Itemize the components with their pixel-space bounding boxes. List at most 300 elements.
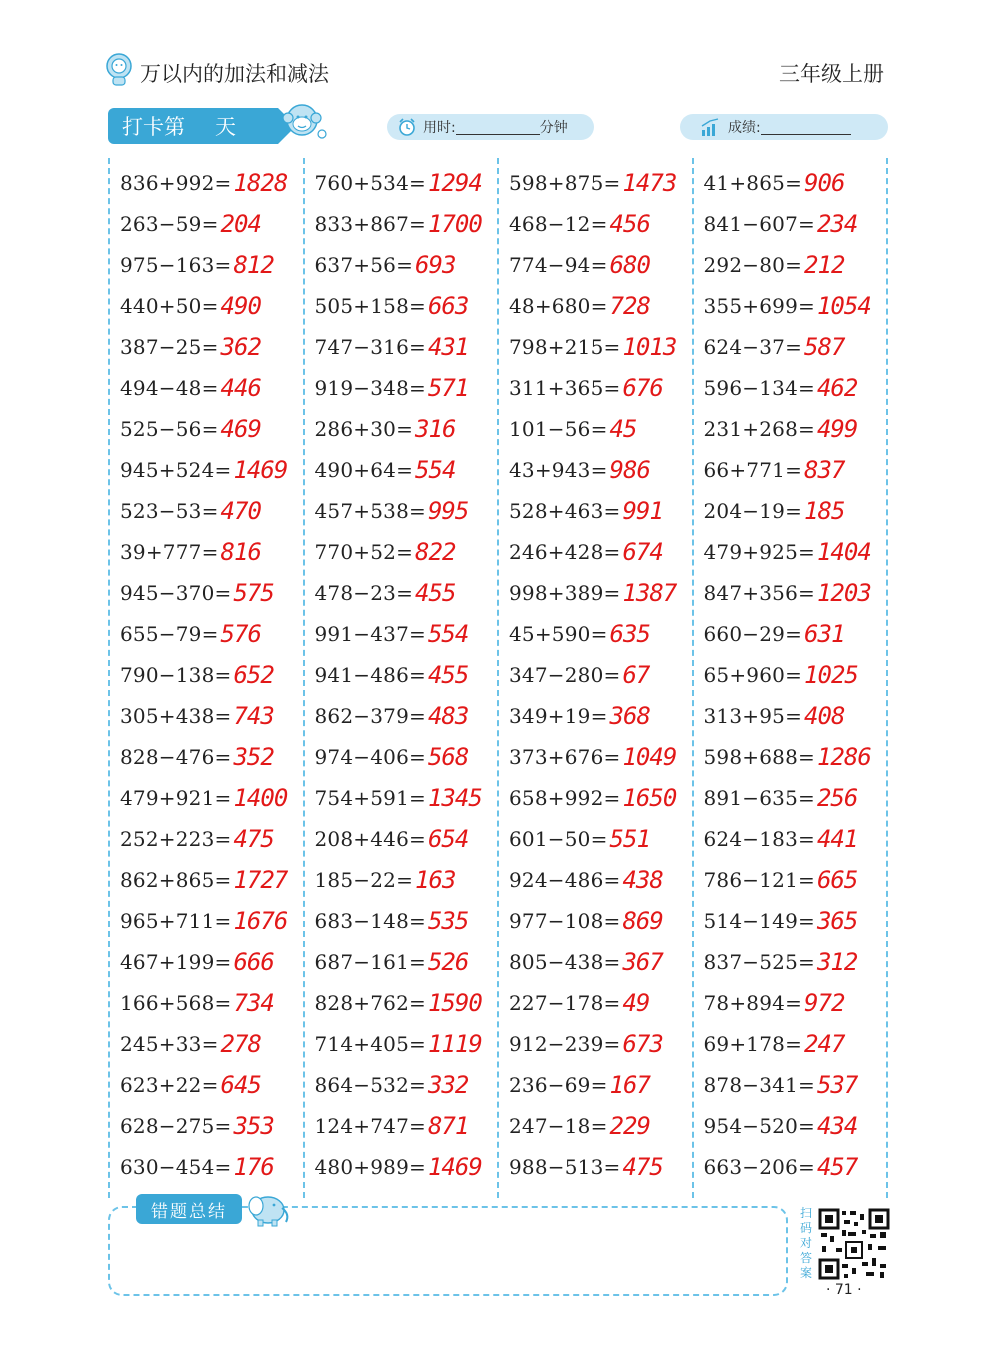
handwritten-answer[interactable]: 526 [427,947,469,976]
problem-expression: 305+438= [120,703,232,728]
problem-expression: 754+591= [314,785,426,810]
grade-label: 三年级上册 [779,62,884,86]
problem-expression: 252+223= [120,826,232,851]
handwritten-answer[interactable]: 1387 [622,578,677,607]
problem-expression: 505+158= [314,293,426,318]
handwritten-answer[interactable]: 1469 [233,455,288,484]
handwritten-answer[interactable]: 434 [816,1111,858,1140]
problem-row [110,777,303,818]
problem-expression: 124+747= [314,1113,426,1138]
handwritten-answer[interactable]: 1345 [427,783,482,812]
problem-row [499,777,692,818]
problem-row [305,1064,498,1105]
handwritten-answer[interactable]: 167 [609,1070,650,1099]
handwritten-answer[interactable]: 49 [622,988,650,1017]
problem-row [499,367,692,408]
handwritten-answer[interactable]: 631 [804,619,845,648]
handwritten-answer[interactable]: 176 [233,1152,274,1181]
problem-expression: 660−29= [703,621,803,646]
problem-row [694,531,887,572]
problem-expression: 601−50= [509,826,608,851]
problem-row [305,1146,498,1187]
handwritten-answer[interactable]: 455 [427,660,469,689]
handwritten-answer[interactable]: 470 [220,496,261,525]
handwritten-answer[interactable]: 652 [233,660,274,689]
handwritten-answer[interactable]: 663 [427,291,469,320]
problem-expression: 245+33= [120,1031,219,1056]
handwritten-answer[interactable]: 438 [622,865,663,894]
handwritten-answer[interactable]: 1286 [816,742,871,771]
handwritten-answer[interactable]: 67 [622,660,650,689]
problem-column [694,158,887,1198]
problem-row [694,490,887,531]
problem-expression: 313+95= [703,703,803,728]
problem-column [110,158,305,1198]
handwritten-answer[interactable]: 743 [233,701,274,730]
problem-expression: 227−178= [509,990,621,1015]
handwritten-answer[interactable]: 654 [427,824,469,853]
problem-row [305,203,498,244]
problem-expression: 919−348= [314,375,426,400]
problem-expression: 39+777= [120,539,219,564]
problem-expression: 630−454= [120,1154,232,1179]
handwritten-answer[interactable]: 554 [427,619,469,648]
handwritten-answer[interactable]: 1400 [233,783,288,812]
problem-row [499,449,692,490]
problem-expression: 770+52= [314,539,414,564]
handwritten-answer[interactable]: 365 [816,906,858,935]
problem-expression: 65+960= [703,662,803,687]
problem-expression: 286+30= [314,416,414,441]
problem-expression: 204−19= [703,498,803,523]
time-blank[interactable] [456,120,540,135]
problem-row [694,654,887,695]
problem-row [305,736,498,777]
problem-expression: 247−18= [509,1113,608,1138]
problem-expression: 479+925= [703,539,815,564]
handwritten-answer[interactable]: 446 [220,373,261,402]
handwritten-answer[interactable]: 212 [804,250,845,279]
problem-expression: 246+428= [509,539,621,564]
problem-row [110,818,303,859]
problem-expression: 457+538= [314,498,426,523]
problem-expression: 828−476= [120,744,232,769]
problem-row [694,408,887,449]
problem-expression: 912−239= [509,1031,621,1056]
checkin-suffix: 天 [215,115,236,139]
problem-row [110,449,303,490]
handwritten-answer[interactable]: 490 [220,291,261,320]
problem-expression: 69+178= [703,1031,803,1056]
handwritten-answer[interactable]: 1469 [427,1152,482,1181]
handwritten-answer[interactable]: 234 [816,209,858,238]
problem-expression: 965+711= [120,908,232,933]
problem-expression: 837−525= [703,949,815,974]
problem-expression: 714+405= [314,1031,426,1056]
score-chart-icon [700,117,722,137]
handwritten-answer[interactable]: 1203 [816,578,871,607]
handwritten-answer[interactable]: 483 [427,701,469,730]
handwritten-answer[interactable]: 906 [804,168,845,197]
problem-row [694,900,887,941]
problem-row [305,490,498,531]
problem-row [110,572,303,613]
problem-row [305,818,498,859]
problem-expression: 523−53= [120,498,219,523]
handwritten-answer[interactable]: 332 [427,1070,469,1099]
handwritten-answer[interactable]: 353 [233,1111,274,1140]
problem-row [694,982,887,1023]
handwritten-answer[interactable]: 204 [220,209,261,238]
problem-row [305,408,498,449]
problem-expression: 862+865= [120,867,232,892]
problem-row [499,1064,692,1105]
mistake-summary-label: 错题总结 [136,1194,242,1224]
problem-row [305,654,498,695]
handwritten-answer[interactable]: 229 [609,1111,650,1140]
problem-column [305,158,500,1198]
problem-row [499,572,692,613]
problem-row [694,777,887,818]
problem-row [305,859,498,900]
problem-row [305,285,498,326]
problem-expression: 798+215= [509,334,621,359]
problem-row [499,859,692,900]
handwritten-answer[interactable]: 837 [804,455,845,484]
problem-expression: 977−108= [509,908,621,933]
handwritten-answer[interactable]: 456 [609,209,650,238]
problem-expression: 490+64= [314,457,414,482]
handwritten-answer[interactable]: 368 [609,701,650,730]
handwritten-answer[interactable]: 869 [622,906,663,935]
handwritten-answer[interactable]: 571 [427,373,469,402]
problem-row [305,1105,498,1146]
problem-row [694,203,887,244]
problem-row [110,408,303,449]
problem-row [110,162,303,203]
problem-row [499,818,692,859]
handwritten-answer[interactable]: 635 [609,619,650,648]
problem-expression: 480+989= [314,1154,426,1179]
qr-code-icon[interactable] [818,1208,890,1280]
problem-expression: 774−94= [509,252,608,277]
handwritten-answer[interactable]: 1119 [427,1029,482,1058]
monkey-mascot-icon [278,100,330,148]
handwritten-answer[interactable]: 673 [622,1029,663,1058]
handwritten-answer[interactable]: 991 [622,496,663,525]
problem-row [694,695,887,736]
problem-expression: 945−370= [120,580,232,605]
handwritten-answer[interactable]: 535 [427,906,469,935]
elephant-mascot-icon [244,1188,294,1228]
problem-row [499,736,692,777]
handwritten-answer[interactable]: 431 [427,332,469,361]
problem-row [110,326,303,367]
handwritten-answer[interactable]: 822 [415,537,456,566]
problem-expression: 263−59= [120,211,219,236]
problem-row [110,1146,303,1187]
handwritten-answer[interactable]: 1049 [622,742,677,771]
alarm-clock-icon [397,117,417,137]
problem-row [694,613,887,654]
problem-expression: 833+867= [314,211,426,236]
problem-row [110,859,303,900]
problem-grid [108,158,888,1198]
problem-row [110,367,303,408]
problem-row [305,162,498,203]
problem-row [305,695,498,736]
problem-expression: 467+199= [120,949,232,974]
problem-expression: 598+875= [509,170,621,195]
problem-row [110,490,303,531]
handwritten-answer[interactable]: 680 [609,250,650,279]
handwritten-answer[interactable]: 278 [220,1029,261,1058]
handwritten-answer[interactable]: 1727 [233,865,288,894]
problem-row [305,982,498,1023]
handwritten-answer[interactable]: 362 [220,332,261,361]
problem-expression: 66+771= [703,457,803,482]
problem-row [499,654,692,695]
problem-column [499,158,694,1198]
problem-row [499,326,692,367]
problem-expression: 998+389= [509,580,621,605]
problem-row [305,367,498,408]
problem-expression: 43+943= [509,457,608,482]
problem-expression: 945+524= [120,457,232,482]
handwritten-answer[interactable]: 455 [415,578,456,607]
problem-row [110,654,303,695]
problem-row [305,244,498,285]
problem-expression: 828+762= [314,990,426,1015]
handwritten-answer[interactable]: 475 [622,1152,663,1181]
problem-row [694,859,887,900]
handwritten-answer[interactable]: 45 [609,414,637,443]
problem-expression: 598+688= [703,744,815,769]
handwritten-answer[interactable]: 812 [233,250,274,279]
problem-row [499,941,692,982]
handwritten-answer[interactable]: 499 [816,414,858,443]
problem-expression: 878−341= [703,1072,815,1097]
handwritten-answer[interactable]: 645 [220,1070,261,1099]
handwritten-answer[interactable]: 408 [804,701,845,730]
problem-expression: 292−80= [703,252,803,277]
problem-expression: 974−406= [314,744,426,769]
problem-expression: 231+268= [703,416,815,441]
problem-expression: 687−161= [314,949,426,974]
problem-expression: 954−520= [703,1113,815,1138]
problem-expression: 440+50= [120,293,219,318]
problem-expression: 624−183= [703,826,815,851]
handwritten-answer[interactable]: 256 [816,783,858,812]
problem-expression: 373+676= [509,744,621,769]
handwritten-answer[interactable]: 537 [816,1070,858,1099]
problem-expression: 991−437= [314,621,426,646]
page-title: 万以内的加法和减法 [140,62,329,86]
handwritten-answer[interactable]: 575 [233,578,274,607]
problem-expression: 790−138= [120,662,232,687]
problem-expression: 658+992= [509,785,621,810]
problem-row [499,695,692,736]
problem-expression: 479+921= [120,785,232,810]
handwritten-answer[interactable]: 568 [427,742,469,771]
handwritten-answer[interactable]: 185 [804,496,845,525]
handwritten-answer[interactable]: 576 [220,619,261,648]
problem-row [499,531,692,572]
handwritten-answer[interactable]: 441 [816,824,858,853]
score-blank[interactable] [761,120,851,135]
problem-row [499,613,692,654]
problem-expression: 596−134= [703,375,815,400]
problem-row [694,367,887,408]
handwritten-answer[interactable]: 163 [415,865,456,894]
handwritten-answer[interactable]: 816 [220,537,261,566]
problem-expression: 891−635= [703,785,815,810]
handwritten-answer[interactable]: 475 [233,824,274,853]
problem-row [499,982,692,1023]
problem-expression: 624−37= [703,334,803,359]
handwritten-answer[interactable]: 1676 [233,906,288,935]
problem-row [694,941,887,982]
problem-row [110,982,303,1023]
problem-row [694,1105,887,1146]
handwritten-answer[interactable]: 972 [804,988,845,1017]
problem-row [110,531,303,572]
handwritten-answer[interactable]: 457 [816,1152,858,1181]
problem-expression: 655−79= [120,621,219,646]
problem-row [694,572,887,613]
problem-expression: 747−316= [314,334,426,359]
problem-expression: 494−48= [120,375,219,400]
problem-row [110,1105,303,1146]
handwritten-answer[interactable]: 666 [233,947,274,976]
handwritten-answer[interactable]: 1294 [427,168,482,197]
problem-row [305,900,498,941]
handwritten-answer[interactable]: 1700 [427,209,482,238]
problem-row [110,736,303,777]
handwritten-answer[interactable]: 1590 [427,988,482,1017]
problem-expression: 988−513= [509,1154,621,1179]
problem-expression: 864−532= [314,1072,426,1097]
problem-row [305,531,498,572]
handwritten-answer[interactable]: 1650 [622,783,677,812]
time-label: 用时: [423,120,456,136]
problem-row [499,490,692,531]
problem-expression: 805−438= [509,949,621,974]
handwritten-answer[interactable]: 462 [816,373,858,402]
problem-row [110,203,303,244]
problem-row [694,244,887,285]
handwritten-answer[interactable]: 728 [609,291,650,320]
problem-expression: 355+699= [703,293,815,318]
problem-expression: 623+22= [120,1072,219,1097]
problem-expression: 208+446= [314,826,426,851]
handwritten-answer[interactable]: 1054 [816,291,871,320]
problem-row [694,736,887,777]
problem-expression: 468−12= [509,211,608,236]
problem-expression: 514−149= [703,908,815,933]
problem-row [694,326,887,367]
problem-expression: 841−607= [703,211,815,236]
checkin-prefix: 打卡第 [122,115,185,139]
problem-row [694,1023,887,1064]
problem-expression: 236−69= [509,1072,608,1097]
problem-row [305,449,498,490]
problem-expression: 311+365= [509,375,621,400]
handwritten-answer[interactable]: 995 [427,496,469,525]
problem-expression: 78+894= [703,990,803,1015]
problem-expression: 349+19= [509,703,608,728]
problem-expression: 862−379= [314,703,426,728]
handwritten-answer[interactable]: 587 [804,332,845,361]
handwritten-answer[interactable]: 1013 [622,332,677,361]
handwritten-answer[interactable]: 1828 [233,168,288,197]
problem-row [499,900,692,941]
problem-expression: 387−25= [120,334,219,359]
problem-row [110,1023,303,1064]
problem-expression: 637+56= [314,252,414,277]
handwritten-answer[interactable]: 367 [622,947,663,976]
handwritten-answer[interactable]: 1404 [816,537,871,566]
handwritten-answer[interactable]: 986 [609,455,650,484]
time-unit: 分钟 [539,120,568,136]
handwritten-answer[interactable]: 871 [427,1111,469,1140]
handwritten-answer[interactable]: 247 [804,1029,845,1058]
problem-expression: 185−22= [314,867,414,892]
handwritten-answer[interactable]: 1473 [622,168,677,197]
qr-caption: 扫码对答案 [800,1206,813,1280]
problem-expression: 847+356= [703,580,815,605]
lion-mascot-icon [104,52,134,86]
problem-expression: 975−163= [120,252,232,277]
problem-row [499,408,692,449]
handwritten-answer[interactable]: 312 [816,947,858,976]
problem-row [110,695,303,736]
problem-row [110,900,303,941]
problem-expression: 48+680= [509,293,608,318]
score-field [680,114,888,140]
time-field [387,114,594,140]
handwritten-answer[interactable]: 676 [622,373,663,402]
problem-expression: 663−206= [703,1154,815,1179]
handwritten-answer[interactable]: 469 [220,414,261,443]
problem-row [499,1105,692,1146]
problem-row [305,326,498,367]
page-number: · 71 · [826,1282,862,1298]
handwritten-answer[interactable]: 316 [415,414,456,443]
handwritten-answer[interactable]: 734 [233,988,274,1017]
handwritten-answer[interactable]: 551 [609,824,650,853]
problem-row [110,1064,303,1105]
handwritten-answer[interactable]: 665 [816,865,858,894]
problem-row [694,1146,887,1187]
problem-row [499,1146,692,1187]
problem-expression: 101−56= [509,416,608,441]
handwritten-answer[interactable]: 1025 [804,660,858,689]
handwritten-answer[interactable]: 693 [415,250,456,279]
handwritten-answer[interactable]: 554 [415,455,456,484]
problem-row [694,1064,887,1105]
problem-row [694,285,887,326]
handwritten-answer[interactable]: 674 [622,537,663,566]
handwritten-answer[interactable]: 352 [233,742,274,771]
problem-expression: 478−23= [314,580,414,605]
problem-expression: 166+568= [120,990,232,1015]
problem-expression: 836+992= [120,170,232,195]
problem-row [694,449,887,490]
problem-expression: 628−275= [120,1113,232,1138]
checkin-day-badge [108,108,278,144]
problem-expression: 41+865= [703,170,803,195]
